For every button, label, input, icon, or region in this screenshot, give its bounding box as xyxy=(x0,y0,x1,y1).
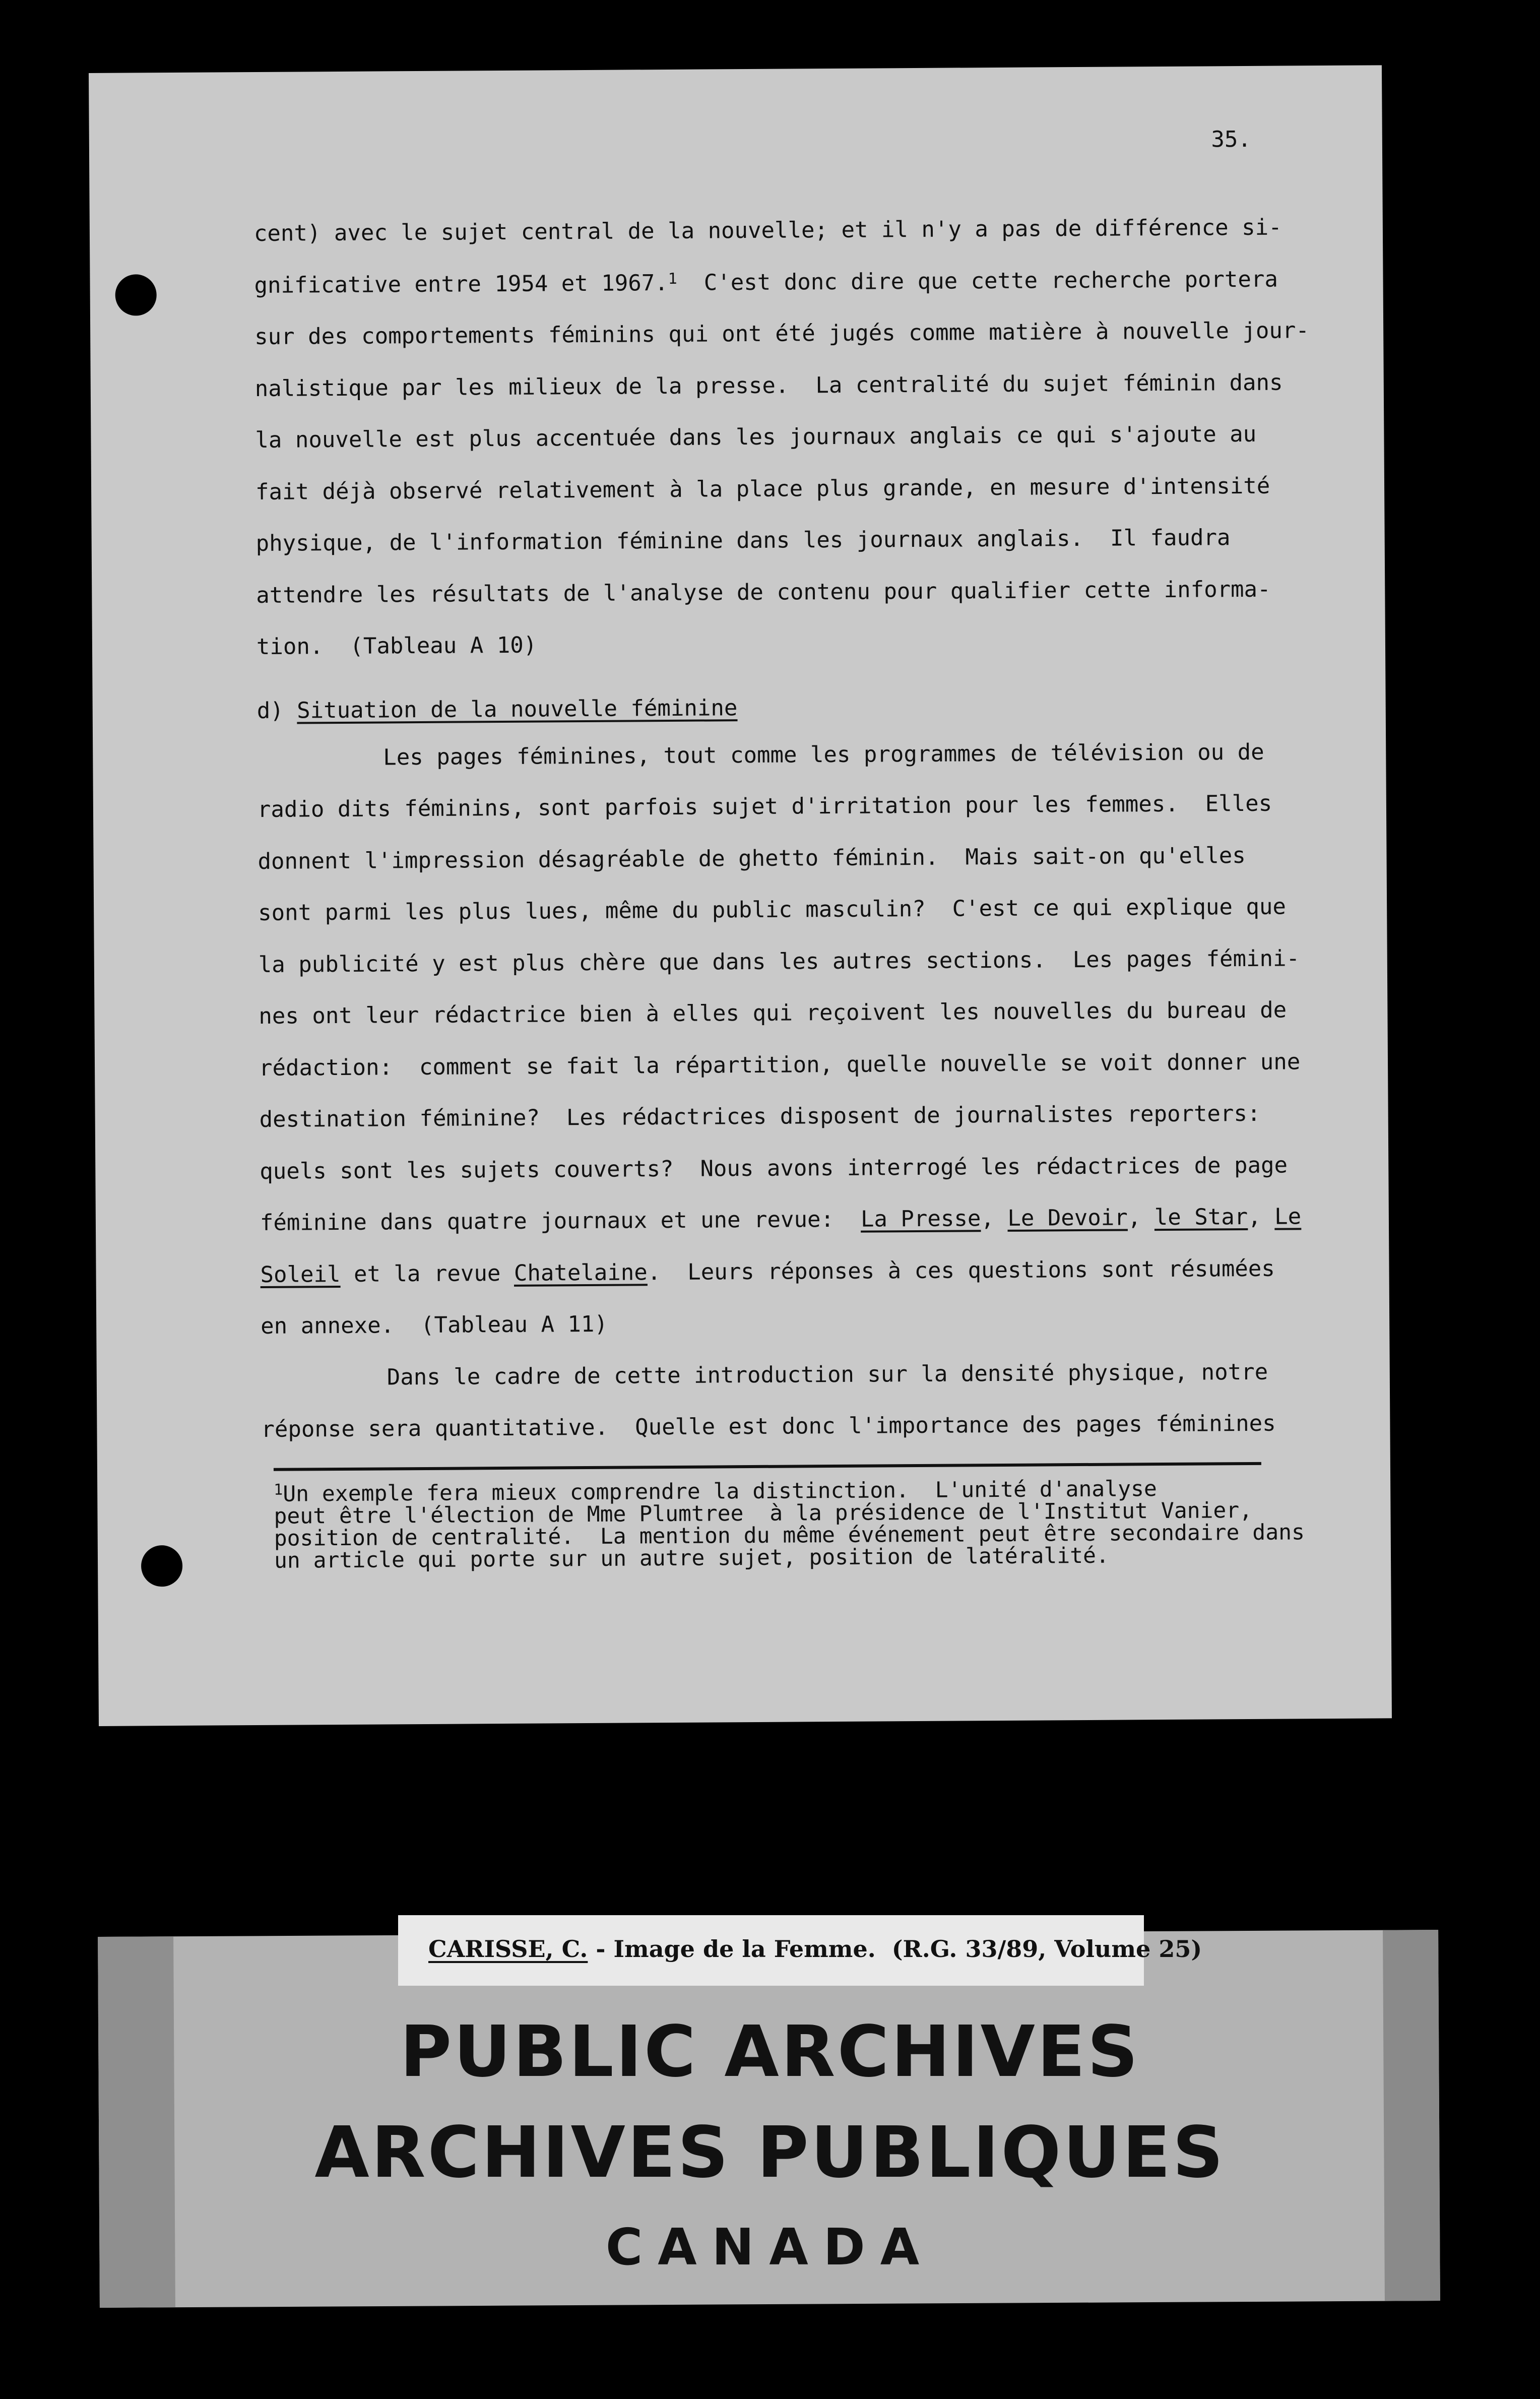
archive-reference-strip xyxy=(398,1915,1202,1986)
magazine-title: Chatelaine xyxy=(514,1259,648,1286)
body-text xyxy=(253,202,1310,1456)
text-line: quels sont les sujets couverts? Nous avons interrogé les rédactrices de page xyxy=(260,1152,1288,1184)
archive-reference: - Image de la Femme. (R.G. 33/89, Volume 25) xyxy=(588,1935,1202,1963)
text-line: la publicité y est plus chère que dans les autres sections. Les pages fémini- xyxy=(258,945,1300,978)
newspaper-title: Le xyxy=(1274,1204,1302,1230)
text-line: la nouvelle est plus accentuée dans les journaux anglais ce qui s'ajoute au xyxy=(255,421,1257,453)
footnote-line: position de centralité. La mention du même événement peut être secondaire dans xyxy=(274,1520,1305,1551)
text-line: en annexe. (Tableau A 11) xyxy=(261,1311,608,1339)
archive-label-line2: ARCHIVES PUBLIQUES xyxy=(314,2112,1226,2194)
text-line: Soleil et la revue Chatelaine. Leurs réponses à ces questions sont résumées xyxy=(260,1255,1275,1288)
text-line: Les pages féminines, tout comme les programmes de télévision ou de xyxy=(383,739,1264,770)
section-heading: d) Situation de la nouvelle féminine xyxy=(256,695,738,724)
text-line: donnent l'impression désagréable de ghetto féminin. Mais sait-on qu'elles xyxy=(258,842,1246,874)
newspaper-title: Le Devoir xyxy=(1007,1205,1128,1231)
footnote-ref: 1 xyxy=(668,270,677,288)
text-line: sur des comportements féminins qui ont été jugés comme matière à nouvelle jour- xyxy=(254,318,1310,350)
text-line: nalistique par les milieux de la presse. La centralité du sujet féminin dans xyxy=(254,369,1283,402)
footnote-line: peut être l'élection de Mme Plumtree à la présidence de l'Institut Vanier, xyxy=(274,1497,1253,1529)
text-line: physique, de l'information féminine dans les journaux anglais. Il faudra xyxy=(255,525,1231,556)
text-line: attendre les résultats de l'analyse de contenu pour qualifier cette informa- xyxy=(256,576,1271,608)
text-line: nes ont leur rédactrice bien à elles qui reçoivent les nouvelles du bureau de xyxy=(259,997,1287,1029)
newspaper-title: La Presse xyxy=(860,1206,981,1232)
newspaper-title: le Star xyxy=(1154,1204,1248,1231)
text-line: Dans le cadre de cette introduction sur la densité physique, notre xyxy=(387,1359,1268,1390)
archive-label-line1: PUBLIC ARCHIVES xyxy=(400,2011,1140,2093)
text-line: fait déjà observé relativement à la place plus grande, en mesure d'intensité xyxy=(255,473,1270,505)
section-title: Situation de la nouvelle féminine xyxy=(297,695,738,723)
text-line: féminine dans quatre journaux et une revue: La Presse, Le Devoir, le Star, Le xyxy=(260,1204,1302,1236)
footnote xyxy=(274,1477,1353,1572)
text-line: tion. (Tableau A 10) xyxy=(256,632,537,660)
text-line: sont parmi les plus lues, même du public masculin? C'est ce qui explique que xyxy=(258,894,1287,926)
footnote-line: $^1$Un exemple fera mieux comprendre la distinction. L'unité d'analyse xyxy=(274,1476,1157,1507)
newspaper-title: Soleil xyxy=(260,1261,341,1288)
text-line: gnificative entre 1954 et 1967.$^1$ C'est donc dire que cette recherche portera xyxy=(254,266,1278,298)
text-line: radio dits féminins, sont parfois sujet d'irritation pour les femmes. Elles xyxy=(257,790,1272,823)
footnote-divider xyxy=(274,1462,1261,1471)
punch-hole-bottom xyxy=(141,1545,182,1587)
text-line: rédaction: comment se fait la répartition, quelle nouvelle se voit donner une xyxy=(259,1048,1301,1081)
page-number: 35. xyxy=(1211,126,1252,153)
punch-hole-top xyxy=(115,274,156,315)
archive-author: CARISSE, C. xyxy=(428,1935,588,1963)
text-line: destination féminine? Les rédactrices disposent de journalistes reporters: xyxy=(259,1100,1261,1132)
text-line: réponse sera quantitative. Quelle est donc l'importance des pages féminines xyxy=(261,1410,1276,1442)
footnote-marker: 1 xyxy=(274,1481,283,1499)
footnote-line: un article qui porte sur un autre sujet, position de latéralité. xyxy=(274,1543,1110,1573)
document-page xyxy=(89,65,1392,1726)
archive-label-line3: CANADA xyxy=(605,2218,935,2277)
text-line: cent) avec le sujet central de la nouvelle; et il n'y a pas de différence si- xyxy=(253,214,1282,247)
